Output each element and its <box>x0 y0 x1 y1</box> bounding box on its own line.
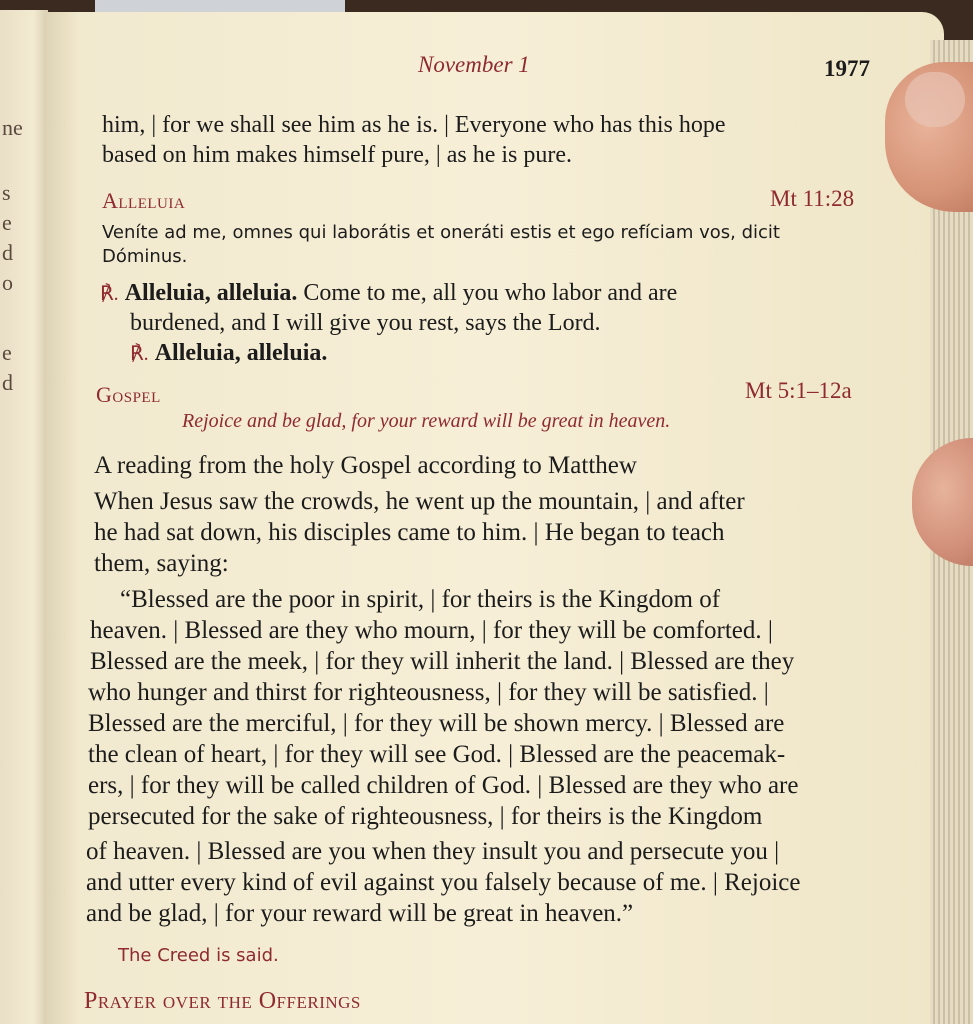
alleluia-reference: Mt 11:28 <box>770 186 855 211</box>
response-line: burdened, and I will give you rest, says the Lord. <box>130 310 601 336</box>
gospel-tagline: Rejoice and be glad, for your reward will be great in heaven. <box>182 410 671 432</box>
left-page-fragment: s <box>2 180 11 205</box>
left-page-fragment: e <box>2 210 12 235</box>
latin-verse: Dóminus. <box>102 246 188 267</box>
left-page-fragment: ne <box>2 115 23 140</box>
left-page <box>0 10 48 1024</box>
reading-line: him, | for we shall see him as he is. | Everyone who has this hope <box>102 112 726 138</box>
gospel-reference: Mt 5:1–12a <box>745 378 852 403</box>
gospel-line: them, saying: <box>94 550 229 577</box>
response-text: Come to me, all you who labor and are <box>303 280 678 306</box>
gospel-line: “Blessed are the poor in spirit, | for theirs is the Kingdom of <box>120 586 721 613</box>
gospel-line: ers, | for they will be called children of God. | Blessed are they who are <box>88 772 799 799</box>
reading-line: based on him makes himself pure, | as he is pure. <box>102 142 573 168</box>
gospel-line: the clean of heart, | for they will see God. | Blessed are the peacemak- <box>88 741 786 768</box>
gospel-line: Blessed are the merciful, | for they will be shown mercy. | Blessed are <box>88 710 785 737</box>
response-bold: Alleluia, alleluia. <box>124 280 298 306</box>
gospel-line: heaven. | Blessed are they who mourn, | for they will be comforted. | <box>90 617 773 644</box>
gospel-line: Blessed are the meek, | for they will inherit the land. | Blessed are they <box>90 648 795 675</box>
left-page-fragment: d <box>2 370 13 395</box>
creed-rubric: The Creed is said. <box>118 945 279 966</box>
gospel-line: who hunger and thirst for righteousness, | for they will be satisfied. | <box>88 679 769 706</box>
gospel-line: and utter every kind of evil against you falsely because of me. | Rejoice <box>86 869 801 896</box>
gospel-intro: A reading from the holy Gospel according to Matthew <box>94 452 637 479</box>
offerings-heading: Prayer over the Offerings <box>84 988 361 1014</box>
latin-verse: Veníte ad me, omnes qui laborátis et oneráti estis et ego refíciam vos, dicit <box>102 222 780 243</box>
alleluia-response <box>100 280 677 307</box>
page-number: 1977 <box>824 56 870 81</box>
gospel-line: persecuted for the sake of righteousness, | for theirs is the Kingdom <box>88 803 763 830</box>
response-symbol: ℟. <box>130 343 149 365</box>
response-symbol: ℟. <box>100 283 119 305</box>
gospel-line: and be glad, | for your reward will be great in heaven.” <box>86 900 634 927</box>
left-page-fragment: e <box>2 340 12 365</box>
response-bold: Alleluia, alleluia. <box>154 340 328 366</box>
response-repeat <box>130 340 327 367</box>
alleluia-heading: Alleluia <box>102 188 186 213</box>
left-page-fragment: d <box>2 240 13 265</box>
gospel-line: When Jesus saw the crowds, he went up the mountain, | and after <box>94 488 745 515</box>
thumbnail-highlight <box>905 72 965 127</box>
left-page-fragment: o <box>2 270 13 295</box>
gospel-heading: Gospel <box>96 382 161 407</box>
page-header-title: November 1 <box>418 52 530 77</box>
gospel-line: he had sat down, his disciples came to him. | He began to teach <box>94 519 725 546</box>
gospel-line: of heaven. | Blessed are you when they insult you and persecute you | <box>86 838 780 865</box>
